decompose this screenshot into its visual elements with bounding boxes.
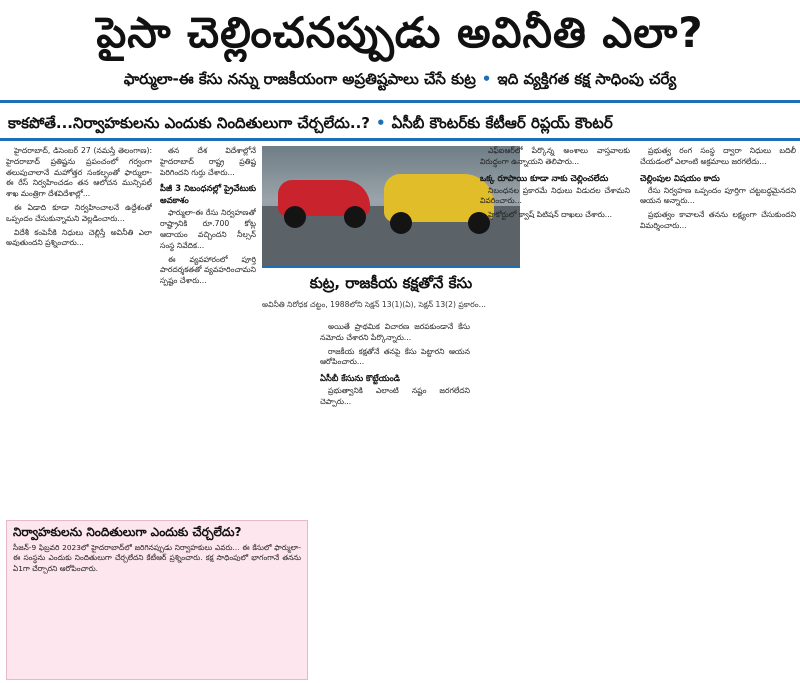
paragraph: విదేశీ కంపెనీకి నిధులు చెల్లిస్తే అవినీతి ఎలా అవుతుందని ప్రశ్నించారు... <box>6 227 152 248</box>
wheel-icon <box>284 206 306 228</box>
wheel-icon <box>390 212 412 234</box>
article-column-4 <box>480 146 630 678</box>
divider <box>0 138 800 141</box>
paragraph: ఈ ఏడాది కూడా నిర్వహించాలనే ఉద్దేశంతో ఒప్పందం చేసుకున్నామని వెల్లడించారు... <box>6 202 152 223</box>
photo-caption: కుట్ర, రాజకీయ కక్షతోనే కేసు <box>309 274 473 292</box>
box-text: సీజన్-9 ఫిబ్రవరి 2023లో హైదరాబాద్‌లో జరిగినప్పుడు నిర్వాహకులు ఎవరు... ఈ కేసులో ఫార్ములా-ఈ సంస్థను ఎందుకు నిందితులుగా చేర్చలేదని కేటీఆర్ ప్రశ్నించారు. కక్ష సాధింపులో భాగంగానే తనను ఏ1గా చేర్చారని ఆరోపించారు. <box>13 543 301 573</box>
paragraph: ఎఫ్ఐఆర్‌లో పేర్కొన్న అంశాలు వాస్తవాలకు విరుద్ధంగా ఉన్నాయని తెలిపారు... <box>480 146 630 166</box>
column-subhead: పీజీ 3 నిబంధనల్లో ప్రైవేటుకు అవకాశం <box>160 183 256 206</box>
paragraph: తన దేశ విదేశాల్లోనే హైదరాబాద్ రాష్ట్ర ప్రతిష్ట పెరిగిందని గుర్తు చేశారు... <box>160 146 256 177</box>
column-subhead: ఒక్క రూపాయి కూడా నాకు చెల్లించలేదు <box>480 172 609 183</box>
subheadline2-right: ఏసీబీ కౌంటర్‌కు కేటీఆర్ రిప్లయ్ కౌంటర్ <box>391 114 613 132</box>
article-column-5 <box>640 146 796 678</box>
paragraph: హైదరాబాద్, డిసెంబర్ 27 (నమస్తే తెలంగాణ): హైదరాబాద్ ప్రతిష్టను ప్రపంచంలో గర్వంగా తలుపుచాలానే మహోత్తర సంకల్పంతో ఫార్ములా-ఈ రేస్ నిర్వహించడం తన ఆలోచన మున్సిపల్ శాఖ మంత్రిగా దేశవిదేశాల్లో... <box>6 146 152 199</box>
headline: పైసా చెల్లించనప్పుడు అవినీతి ఎలా? <box>96 8 704 57</box>
subheadline-right: ఇది వ్యక్తిగత కక్ష సాధింపు చర్యే <box>497 70 677 88</box>
paragraph: ఫార్ములా-ఈ రేసు నిర్వహణతో రాష్ట్రానికి రూ.700 కోట్ల ఆదాయం వచ్చిందని నీల్సన్ సంస్థ నివేదిక... <box>160 208 256 250</box>
sidebar-box <box>6 520 308 680</box>
column-subhead: చెల్లింపుల విషయం కాదు <box>640 172 720 183</box>
paragraph: ప్రభుత్వం కావాలనే తనను లక్ష్యంగా చేసుకుందని విమర్శించారు... <box>640 210 796 230</box>
subheadline-left: ఫార్ములా-ఈ కేసు నన్ను రాజకీయంగా అప్రతిష్టపాలు చేసే కుట్ర <box>123 70 476 88</box>
paragraph: నిబంధనల ప్రకారమే నిధులు విడుదల చేశామని వివరించారు... <box>480 185 630 206</box>
paragraph: రేసు నిర్వహణ ఒప్పందం పూర్తిగా చట్టబద్ధమైనదని ఆయన అన్నారు... <box>640 185 796 206</box>
article-column-2 <box>160 146 256 516</box>
article-column-3 <box>320 322 470 678</box>
box-title: నిర్వాహకులను నిందితులుగా ఎందుకు చేర్చలేదు? <box>13 525 242 539</box>
divider <box>0 100 800 103</box>
column-subhead: ఏసీబీ కేసును కొట్టేయండి <box>320 373 400 384</box>
bullet-icon: • <box>481 70 492 88</box>
paragraph: ప్రభుత్వానికి ఎలాంటి నష్టం జరగలేదని చెప్పారు... <box>320 386 470 406</box>
photo-quote: అవినీతి నిరోధక చట్టం, 1988లోని సెక్షన్ 13(1)(ఏ), సెక్షన్ 13(2) ప్రకారం... <box>262 300 486 309</box>
paragraph: హైకోర్టులో క్వాష్ పిటిషన్ దాఖలు చేశారు... <box>488 210 613 220</box>
bullet-icon: • <box>375 114 386 132</box>
article-column-1 <box>6 146 152 516</box>
paragraph: రాజకీయ కక్షతోనే తనపై కేసు పెట్టారని ఆయన ఆరోపించారు... <box>320 346 470 367</box>
subheadline-bottom <box>0 110 800 136</box>
wheel-icon <box>344 206 366 228</box>
paragraph: అయితే ప్రాథమిక విచారణ జరపకుండానే కేసు నమోదు చేశారని పేర్కొన్నారు... <box>320 322 470 342</box>
paragraph: ఈ వ్యవహారంలో పూర్తి పారదర్శకతతో వ్యవహరించామని స్పష్టం చేశారు... <box>160 254 256 286</box>
subheadline2-left: కాకపోతే...నిర్వాహకులను ఎందుకు నిందితులుగా చేర్చలేదు..? <box>8 114 370 132</box>
subheadline-top <box>0 66 800 92</box>
paragraph: ప్రభుత్వ రంగ సంస్థ ద్వారా నిధులు బదిలీ చేయడంలో ఎలాంటి అక్రమాలు జరగలేదు... <box>640 146 796 166</box>
